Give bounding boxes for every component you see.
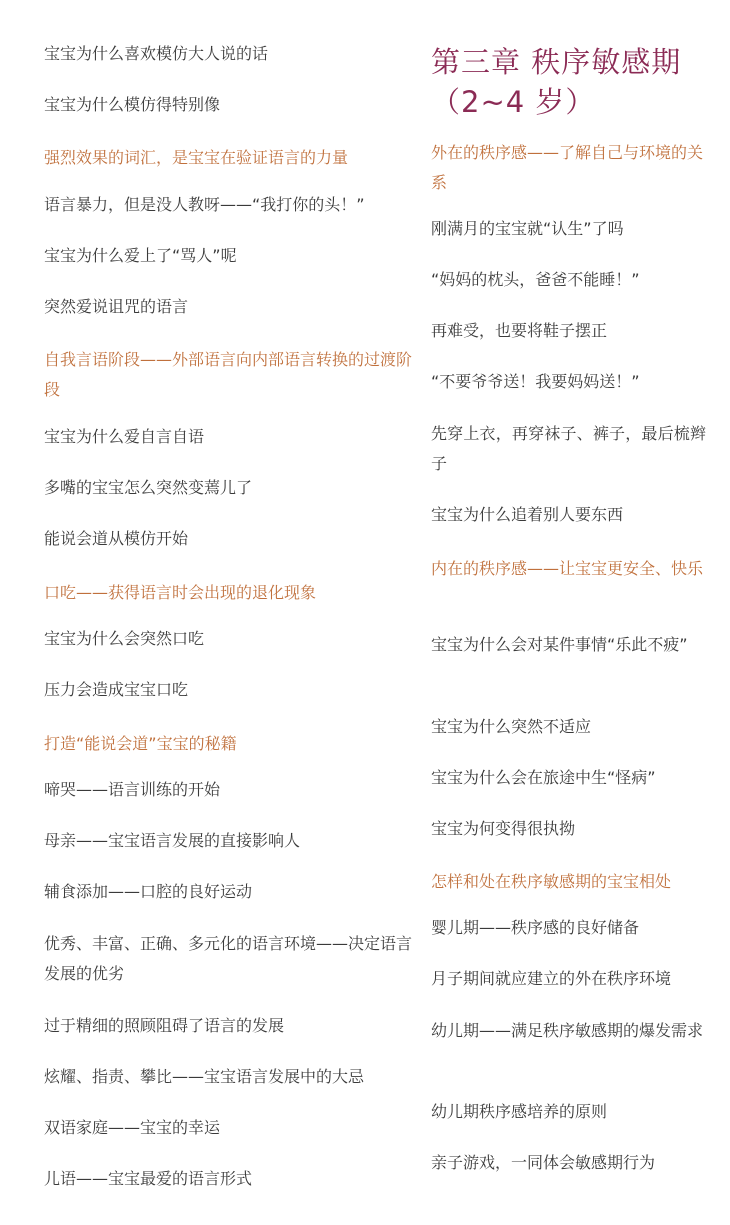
toc-entry[interactable]: 儿语——宝宝最爱的语言形式 [44,1169,253,1188]
toc-entry[interactable]: 母亲——宝宝语言发展的直接影响人 [44,831,301,850]
toc-section-heading[interactable]: 强烈效果的词汇，是宝宝在验证语言的力量 [44,148,349,167]
toc-entry[interactable]: 多嘴的宝宝怎么突然变蔫儿了 [44,478,253,497]
toc-entry[interactable]: 啼哭——语言训练的开始 [44,780,221,799]
toc-entry[interactable]: 语言暴力，但是没人教呀——“我打你的头！” [44,195,365,214]
toc-entry[interactable]: 双语家庭——宝宝的幸运 [44,1118,221,1137]
toc-entry[interactable]: 婴儿期——秩序感的良好储备 [431,918,640,937]
toc-entry[interactable]: 亲子游戏，一同体会敏感期行为 [431,1153,656,1172]
toc-entry[interactable]: 过于精细的照顾阻碍了语言的发展 [44,1016,285,1035]
toc-entry[interactable]: 优秀、丰富、正确、多元化的语言环境——决定语言发展的优劣 [44,934,413,983]
toc-entry[interactable]: 幼儿期——满足秩序敏感期的爆发需求 [431,1021,704,1040]
toc-entry[interactable]: 突然爱说诅咒的语言 [44,297,189,316]
toc-entry[interactable]: 宝宝为什么突然不适应 [431,717,592,736]
toc-section-heading[interactable]: 口吃——获得语言时会出现的退化现象 [44,583,317,602]
chapter-title[interactable]: 第三章 秩序敏感期 [431,45,682,79]
toc-entry[interactable]: 宝宝为什么爱自言自语 [44,427,205,446]
toc-entry[interactable]: 先穿上衣，再穿袜子、裤子，最后梳辫子 [431,424,706,473]
toc-entry[interactable]: 宝宝为什么爱上了“骂人”呢 [44,246,237,265]
toc-entry[interactable]: 宝宝为什么会对某件事情“乐此不疲” [431,635,688,654]
toc-entry[interactable]: “不要爷爷送！我要妈妈送！” [431,372,640,391]
toc-section-heading[interactable]: 打造“能说会道”宝宝的秘籍 [44,734,237,753]
toc-entry[interactable]: 月子期间就应建立的外在秩序环境 [431,969,672,988]
toc-entry[interactable]: 宝宝为什么模仿得特别像 [44,95,221,114]
toc-section-heading[interactable]: 内在的秩序感——让宝宝更安全、快乐 [431,559,704,578]
toc-section-heading[interactable]: 外在的秩序感——了解自己与环境的关系 [431,143,704,192]
toc-entry[interactable]: 宝宝为何变得很执拗 [431,819,576,838]
toc-entry[interactable]: 辅食添加——口腔的良好运动 [44,882,253,901]
toc-entry[interactable]: 能说会道从模仿开始 [44,529,189,548]
toc-entry[interactable]: 幼儿期秩序感培养的原则 [431,1102,608,1121]
toc-entry[interactable]: 宝宝为什么追着别人要东西 [431,505,624,524]
toc-section-heading[interactable]: 自我言语阶段——外部语言向内部语言转换的过渡阶段 [44,350,413,399]
toc-section-heading[interactable]: 怎样和处在秩序敏感期的宝宝相处 [431,872,672,891]
toc-entry[interactable]: 炫耀、指责、攀比——宝宝语言发展中的大忌 [44,1067,365,1086]
toc-entry[interactable]: 宝宝为什么会在旅途中生“怪病” [431,768,656,787]
toc-entry[interactable]: 压力会造成宝宝口吃 [44,680,189,699]
toc-entry[interactable]: 宝宝为什么喜欢模仿大人说的话 [44,44,269,63]
toc-entry[interactable]: 刚满月的宝宝就“认生”了吗 [431,219,624,238]
toc-entry[interactable]: 宝宝为什么会突然口吃 [44,629,205,648]
toc-entry[interactable]: 再难受，也要将鞋子摆正 [431,321,608,340]
chapter-subtitle: （2~4 岁） [431,85,596,119]
toc-entry[interactable]: “妈妈的枕头，爸爸不能睡！” [431,270,640,289]
